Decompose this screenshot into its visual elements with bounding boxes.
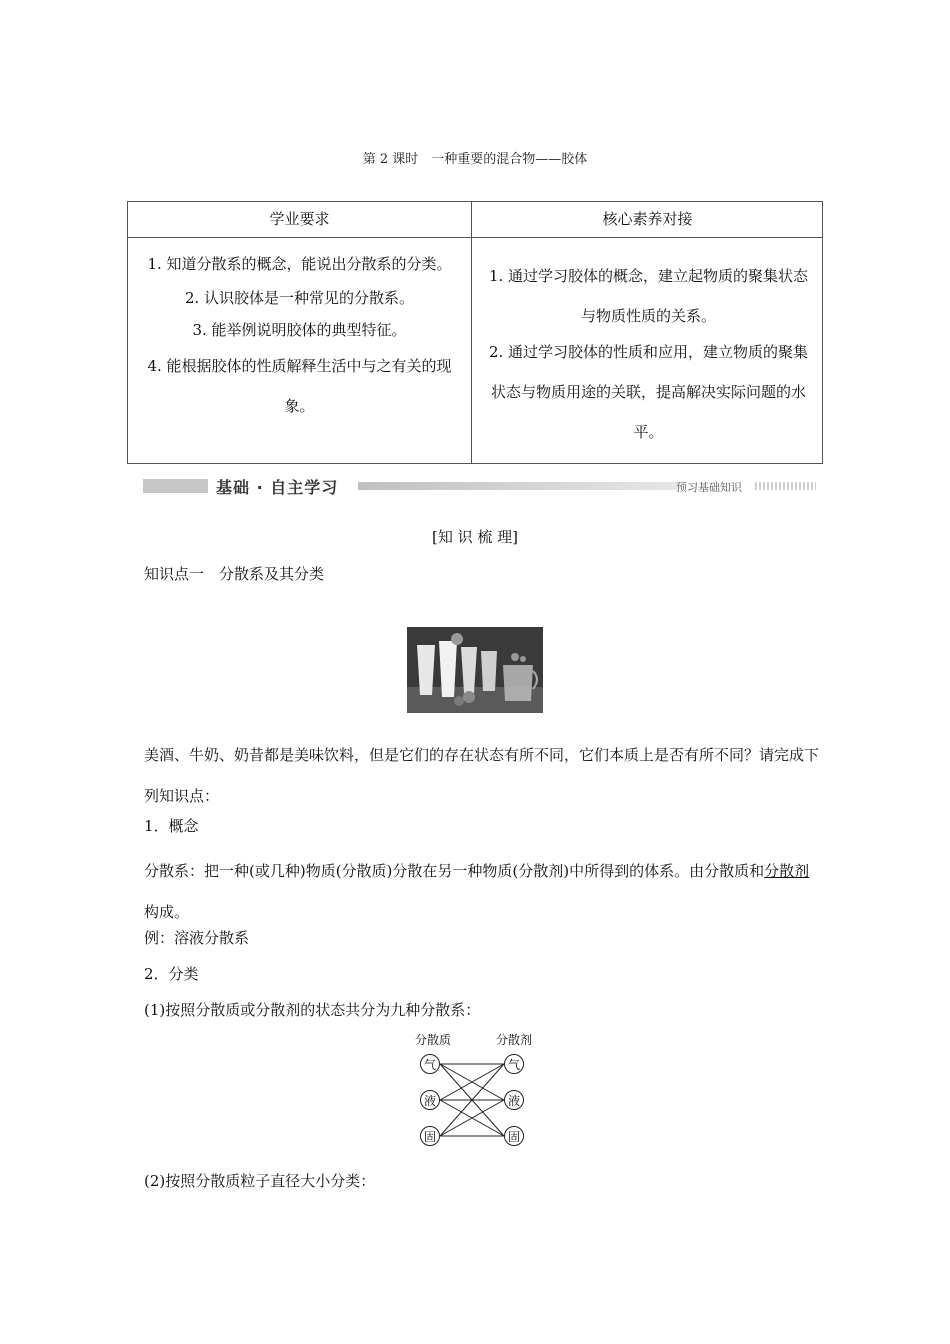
definition-suffix: 构成。 xyxy=(144,903,190,921)
drinks-photo xyxy=(407,627,543,713)
lesson-title: 第 2 课时 一种重要的混合物——胶体 xyxy=(362,152,588,167)
requirements-table xyxy=(127,201,823,464)
dispersion-medium-label: 分散剂 xyxy=(496,1033,533,1047)
dispersion-system-diagram xyxy=(410,1032,540,1147)
definition-paragraph xyxy=(144,851,824,933)
banner-bar-left xyxy=(143,479,208,493)
section-banner xyxy=(143,476,816,496)
concept-heading: 1．概念 xyxy=(144,817,199,835)
table-header-requirements: 学业要求 xyxy=(269,210,330,228)
classification-by-state: (1)按照分散质或分散剂的状态共分为九种分散系： xyxy=(144,1001,481,1019)
section-heading: [知 识 梳 理] xyxy=(431,528,518,546)
banner-title: 基础 · 自主学习 xyxy=(216,478,339,497)
node-left-solid: 固 xyxy=(420,1126,440,1146)
definition-blank-answer: 分散剂 xyxy=(764,862,810,880)
definition-prefix: 分散系：把一种(或几种)物质(分散质)分散在另一种物质(分散剂)中所得到的体系。由分散质和 xyxy=(144,862,765,880)
banner-bar-right xyxy=(755,482,816,490)
node-right-solid: 固 xyxy=(504,1126,524,1146)
requirement-item: 4. 能根据胶体的性质解释生活中与之有关的现象。 xyxy=(147,357,452,415)
core-literacy-item: 1. 通过学习胶体的概念，建立起物质的聚集状态与物质性质的关系。 xyxy=(488,267,809,325)
requirement-item: 3. 能举例说明胶体的典型特征。 xyxy=(192,321,407,339)
intro-paragraph: 美酒、牛奶、奶昔都是美味饮料，但是它们的存在状态有所不同，它们本质上是否有所不同？请完成下列知识点： xyxy=(144,746,820,805)
dispersed-phase-label: 分散质 xyxy=(415,1033,452,1047)
example-text: 例：溶液分散系 xyxy=(144,929,250,947)
knowledge-point-title: 知识点一 分散系及其分类 xyxy=(144,565,325,583)
requirements-list xyxy=(138,246,461,426)
table-divider-vertical xyxy=(471,202,472,463)
classification-heading: 2．分类 xyxy=(144,965,199,983)
node-right-gas: 气 xyxy=(504,1054,524,1074)
drinks-illustration xyxy=(407,627,543,713)
core-literacy-item: 2. 通过学习胶体的性质和应用，建立物质的聚集状态与物质用途的关联，提高解决实际问题的水平。 xyxy=(488,343,809,441)
banner-bar-middle xyxy=(358,482,678,490)
requirement-item: 1. 知道分散系的概念，能说出分散系的分类。 xyxy=(147,255,452,273)
banner-subtitle: 预习基础知识 xyxy=(676,481,742,494)
table-divider-horizontal xyxy=(128,237,822,238)
node-right-liquid: 液 xyxy=(504,1090,524,1110)
node-left-gas: 气 xyxy=(420,1054,440,1074)
node-left-liquid: 液 xyxy=(420,1090,440,1110)
classification-by-size: (2)按照分散质粒子直径大小分类： xyxy=(144,1172,376,1190)
table-header-core-literacy: 核心素养对接 xyxy=(602,210,693,228)
core-literacy-list xyxy=(482,256,815,452)
requirement-item: 2. 认识胶体是一种常见的分散系。 xyxy=(184,289,415,307)
